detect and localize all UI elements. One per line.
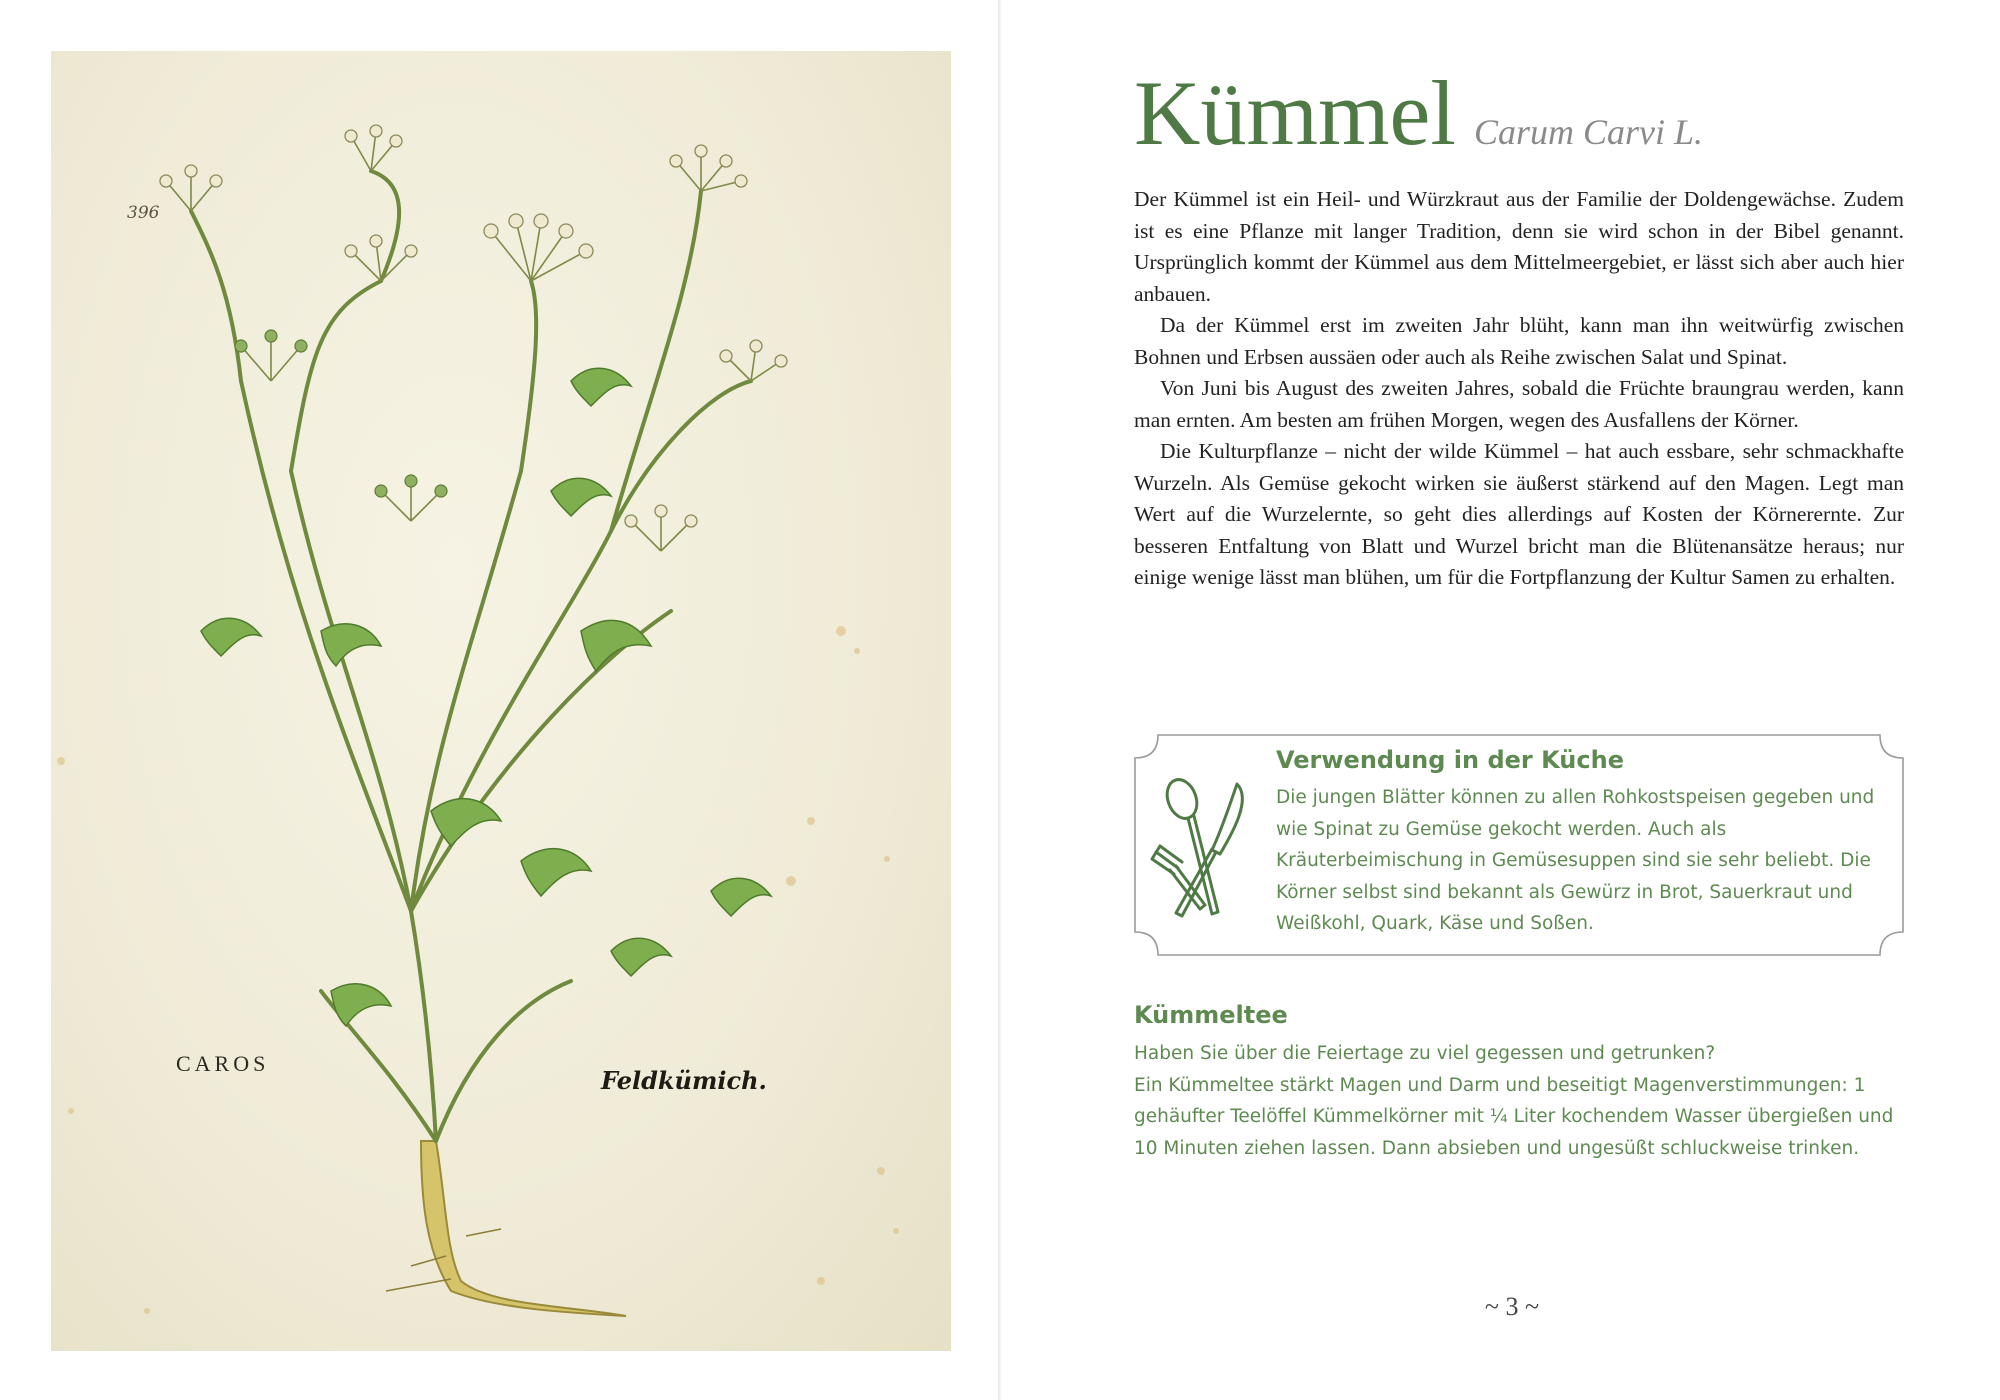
title-row (1134, 60, 1974, 166)
kitchen-info-box (1134, 734, 1904, 956)
tea-line: Haben Sie über die Feiertage zu viel gegessen und getrunken? (1134, 1043, 1716, 1064)
right-page (1002, 0, 2000, 1400)
paragraph: Da der Kümmel erst im zweiten Jahr blüht, kann man ihn weitwürfig zwischen Bohnen und Erbsen aussäen oder auch als Reihe zwischen Salat und Spinat. (1134, 313, 1904, 369)
botanical-plate (51, 51, 951, 1351)
plate-label-feldkuemich: Feldkümich. (601, 1066, 767, 1095)
page-title: Kümmel (1134, 62, 1456, 164)
article-body (1134, 184, 1904, 594)
box-heading: Verwendung in der Küche (1276, 746, 1624, 774)
caraway-illustration (51, 51, 951, 1351)
paragraph: Der Kümmel ist ein Heil- und Würzkraut aus der Familie der Doldengewächse. Zudem ist es eine Pflanze mit langer Tradition, denn sie wird schon in der Bibel genannt. Ursprünglich kommt der Kümmel aus dem Mittelmeergebiet, er lässt sich aber auch hier anbauen. (1134, 187, 1904, 306)
tea-text (1134, 1038, 1914, 1164)
box-text: Die jungen Blätter können zu allen Rohkostspeisen gegeben und wie Spinat zu Gemüse gekocht werden. Auch als Kräuterbeimischung in Gemüsesuppen sind sie sehr beliebt. Die Körner selbst sind bekannt als Gewürz in Brot, Sauerkraut und Weißkohl, Quark, Käse und Soßen. (1276, 787, 1875, 934)
latin-name: Carum Carvi L. (1473, 112, 1704, 152)
paragraph: Die Kulturpflanze – nicht der wilde Kümmel – hat auch essbare, sehr schmackhafte Wurzeln. Als Gemüse gekocht wirken sie äußerst stärkend auf den Magen. Legt man Wert auf die Wurzelernte, so geht dies allerdings auf Kosten der Körnerernte. Zur besseren Entfaltung von Blatt und Wurzel bricht man die Blütenansätze heraus; nur einige wenige lässt man blühen, um für die Fortpflanzung der Kultur Samen zu erhalten. (1134, 439, 1904, 589)
paragraph: Von Juni bis August des zweiten Jahres, sobald die Früchte braungrau werden, kann man ernten. Am besten am frühen Morgen, wegen des Ausfallens der Körner. (1134, 376, 1904, 432)
plate-label-caros: CAROS (176, 1051, 270, 1076)
tea-heading: Kümmeltee (1134, 1001, 1288, 1029)
tea-line: Ein Kümmeltee stärkt Magen und Darm und beseitigt Magenverstimmungen: 1 gehäufter Teelöffel Kümmelkörner mit ¼ Liter kochendem Wasser übergießen und 10 Minuten ziehen lassen. Dann absieben und ungesüßt schluckweise trinken. (1134, 1074, 1894, 1159)
page-number: ~ 3 ~ (1484, 1292, 1540, 1321)
plate-folio-number: 396 (127, 203, 160, 223)
cutlery-icon (1142, 774, 1262, 924)
